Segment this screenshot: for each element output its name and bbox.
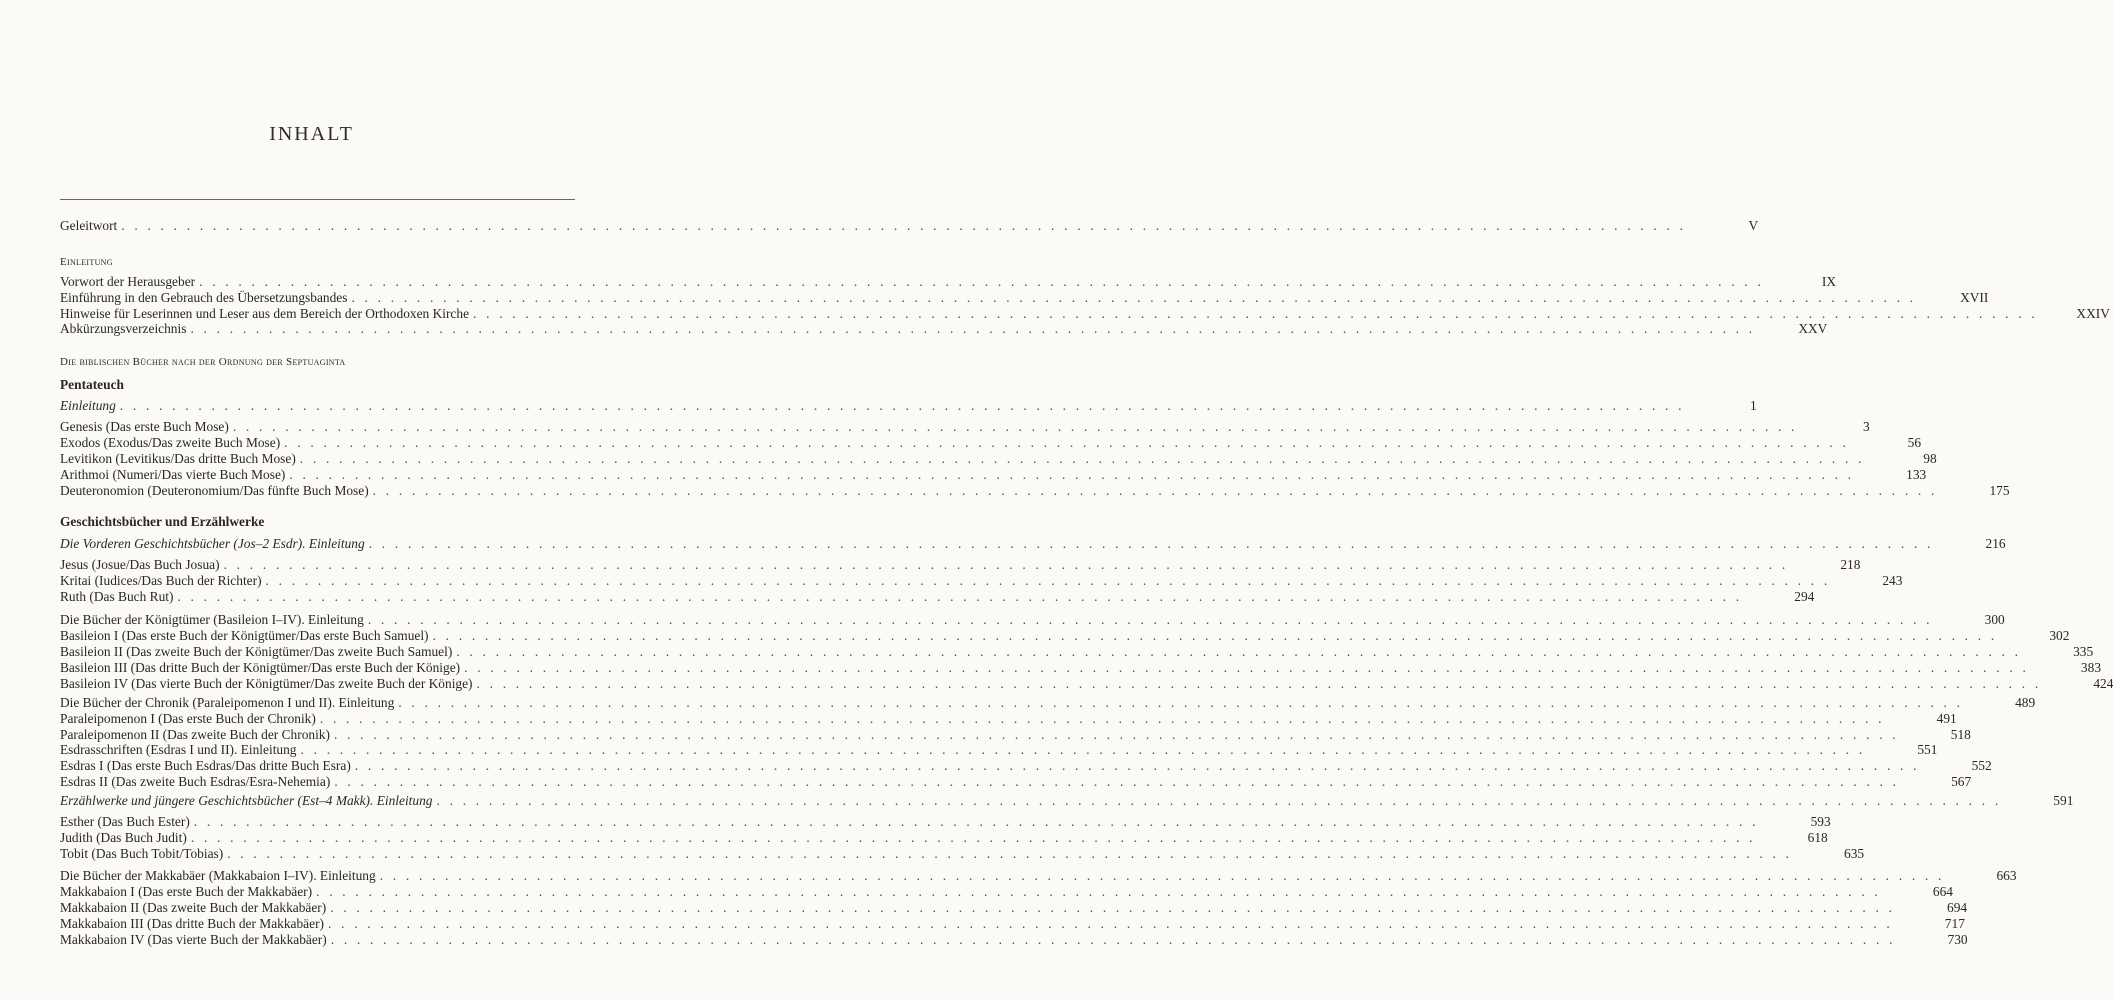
- entry-title: Genesis (Das erste Buch Mose): [60, 419, 229, 434]
- entry-page: 56: [1907, 435, 1922, 450]
- entry-page: 302: [2049, 628, 2070, 643]
- entry-title: Makkabaion IV (Das vierte Buch der Makkabäer): [60, 932, 327, 947]
- dot-leader: . . . . . . . . . . . . . . . . . . . . . . . . . . . . . . . . . . . . . . . . . . . . . . . . . . . . . . . . . . . . . . . . . . . . . . . . . . . . . . . . . . . . . . . . . . . . . . . . . . . . . . . . . . . . . . . . . . . . . . . .: [190, 321, 1756, 336]
- toc-entry: [60, 557, 1861, 573]
- entry-title: Basileion III (Das dritte Buch der Königtümer/Das erste Buch der Könige): [60, 660, 461, 675]
- dot-leader: . . . . . . . . . . . . . . . . . . . . . . . . . . . . . . . . . . . . . . . . . . . . . . . . . . . . . . . . . . . . . . . . . . . . . . . . . . . . . . . . . . . . . . . . . . . . . . . . . . . . . . . . . . . . . . . . . . . . . . . .: [473, 306, 2038, 321]
- entry-title: Einführung in den Gebrauch des Übersetzungsbandes: [60, 290, 348, 305]
- entry-page: V: [1748, 218, 1759, 233]
- entry-title: Arithmoi (Numeri/Das vierte Buch Mose): [60, 467, 286, 482]
- page-title: INHALT: [269, 123, 354, 145]
- entry-page: 133: [1906, 467, 1927, 482]
- toc-entry: [60, 290, 1989, 306]
- toc-entry: [60, 573, 1903, 589]
- toc-entry: [60, 830, 1828, 846]
- entry-page: 294: [1794, 589, 1815, 604]
- dot-leader: . . . . . . . . . . . . . . . . . . . . . . . . . . . . . . . . . . . . . . . . . . . . . . . . . . . . . . . . . . . . . . . . . . . . . . . . . . . . . . . . . . . . . . . . . . . . . . . . . . . . . . . . . . . . . . . . . . . . . . . .: [121, 218, 1687, 233]
- toc-entry: [60, 884, 1953, 900]
- toc-entry: [60, 536, 2006, 552]
- entry-page: 552: [1971, 758, 1992, 773]
- entry-title: Basileion II (Das zweite Buch der Königtümer/Das zweite Buch Samuel): [60, 644, 453, 659]
- dot-leader: . . . . . . . . . . . . . . . . . . . . . . . . . . . . . . . . . . . . . . . . . . . . . . . . . . . . . . . . . . . . . . . . . . . . . . . . . . . . . . . . . . . . . . . . . . . . . . . . . . . . . . . . . . . . . . . . . . . . . . . .: [398, 695, 1964, 710]
- section-heading-septuaginta: Die biblischen Bücher nach der Ordnung der Septuaginta: [60, 356, 346, 368]
- entry-title: Levitikon (Levitikus/Das dritte Buch Mose): [60, 451, 296, 466]
- entry-title: Esther (Das Buch Ester): [60, 814, 190, 829]
- entry-page: XXIV: [2076, 306, 2110, 321]
- entry-title: Deuteronomion (Deuteronomium/Das fünfte Buch Mose): [60, 483, 369, 498]
- entry-title: Abkürzungsverzeichnis: [60, 321, 187, 336]
- dot-leader: . . . . . . . . . . . . . . . . . . . . . . . . . . . . . . . . . . . . . . . . . . . . . . . . . . . . . . . . . . . . . . . . . . . . . . . . . . . . . . . . . . . . . . . . . . . . . . . . . . . . . . . . . . . . . . . . . . . . . . . .: [232, 419, 1798, 434]
- entry-title: Hinweise für Leserinnen und Leser aus dem Bereich der Orthodoxen Kirche: [60, 306, 470, 321]
- entry-title: Die Vorderen Geschichtsbücher (Jos–2 Esdr). Einleitung: [60, 536, 365, 551]
- dot-leader: . . . . . . . . . . . . . . . . . . . . . . . . . . . . . . . . . . . . . . . . . . . . . . . . . . . . . . . . . . . . . . . . . . . . . . . . . . . . . . . . . . . . . . . . . . . . . . . . . . . . . . . . . . . . . . . . . . . . . . . .: [372, 483, 1938, 498]
- toc-entry: [60, 467, 1927, 483]
- dot-leader: . . . . . . . . . . . . . . . . . . . . . . . . . . . . . . . . . . . . . . . . . . . . . . . . . . . . . . . . . . . . . . . . . . . . . . . . . . . . . . . . . . . . . . . . . . . . . . . . . . . . . . . . . . . . . . . . . . . . . . . .: [476, 676, 2042, 691]
- dot-leader: . . . . . . . . . . . . . . . . . . . . . . . . . . . . . . . . . . . . . . . . . . . . . . . . . . . . . . . . . . . . . . . . . . . . . . . . . . . . . . . . . . . . . . . . . . . . . . . . . . . . . . . . . . . . . . . . . . . . . . . .: [190, 830, 1756, 845]
- entry-title: Makkabaion I (Das erste Buch der Makkabäer): [60, 884, 313, 899]
- entry-title: Geleitwort: [60, 218, 118, 233]
- entry-page: 518: [1950, 727, 1971, 742]
- entry-title: Makkabaion III (Das dritte Buch der Makkabäer): [60, 916, 324, 931]
- entry-page: 489: [2015, 695, 2036, 710]
- entry-page: 664: [1932, 884, 1953, 899]
- dot-leader: . . . . . . . . . . . . . . . . . . . . . . . . . . . . . . . . . . . . . . . . . . . . . . . . . . . . . . . . . . . . . . . . . . . . . . . . . . . . . . . . . . . . . . . . . . . . . . . . . . . . . . . . . . . . . . . . . . . . . . . .: [177, 589, 1743, 604]
- group-heading-geschichte: Geschichtsbücher und Erzählwerke: [60, 514, 265, 529]
- toc-entry: [60, 419, 1870, 435]
- entry-page: 424: [2093, 676, 2113, 691]
- entry-page: IX: [1821, 274, 1836, 289]
- entry-title: Judith (Das Buch Judit): [60, 830, 187, 845]
- toc-entry: [60, 660, 2102, 676]
- entry-page: 618: [1807, 830, 1828, 845]
- toc-entry: [60, 814, 1831, 830]
- toc-entry: [60, 589, 1815, 605]
- dot-leader: . . . . . . . . . . . . . . . . . . . . . . . . . . . . . . . . . . . . . . . . . . . . . . . . . . . . . . . . . . . . . . . . . . . . . . . . . . . . . . . . . . . . . . . . . . . . . . . . . . . . . . . . . . . . . . . . . . . . . . . .: [379, 868, 1945, 883]
- entry-page: 218: [1840, 557, 1861, 572]
- entry-page: 491: [1936, 711, 1957, 726]
- toc-entry: [60, 612, 2005, 628]
- dot-leader: . . . . . . . . . . . . . . . . . . . . . . . . . . . . . . . . . . . . . . . . . . . . . . . . . . . . . . . . . . . . . . . . . . . . . . . . . . . . . . . . . . . . . . . . . . . . . . . . . . . . . . . . . . . . . . . . . . . . . . . .: [223, 557, 1789, 572]
- entry-title: Die Bücher der Königtümer (Basileion I–IV). Einleitung: [60, 612, 364, 627]
- toc-entry: [60, 868, 2017, 884]
- toc-entry: [60, 483, 2010, 499]
- toc-entry: [60, 932, 1968, 948]
- dot-leader: . . . . . . . . . . . . . . . . . . . . . . . . . . . . . . . . . . . . . . . . . . . . . . . . . . . . . . . . . . . . . . . . . . . . . . . . . . . . . . . . . . . . . . . . . . . . . . . . . . . . . . . . . . . . . . . . . . . . . . . .: [432, 628, 1998, 643]
- toc-entry: [60, 398, 1757, 414]
- dot-leader: . . . . . . . . . . . . . . . . . . . . . . . . . . . . . . . . . . . . . . . . . . . . . . . . . . . . . . . . . . . . . . . . . . . . . . . . . . . . . . . . . . . . . . . . . . . . . . . . . . . . . . . . . . . . . . . . . . . . . . . .: [119, 398, 1685, 413]
- entry-title: Jesus (Josue/Das Buch Josua): [60, 557, 220, 572]
- dot-leader: . . . . . . . . . . . . . . . . . . . . . . . . . . . . . . . . . . . . . . . . . . . . . . . . . . . . . . . . . . . . . . . . . . . . . . . . . . . . . . . . . . . . . . . . . . . . . . . . . . . . . . . . . . . . . . . . . . . . . . . .: [351, 290, 1917, 305]
- entry-page: 300: [1984, 612, 2005, 627]
- dot-leader: . . . . . . . . . . . . . . . . . . . . . . . . . . . . . . . . . . . . . . . . . . . . . . . . . . . . . . . . . . . . . . . . . . . . . . . . . . . . . . . . . . . . . . . . . . . . . . . . . . . . . . . . . . . . . . . . . . . . . . . .: [456, 644, 2022, 659]
- dot-leader: . . . . . . . . . . . . . . . . . . . . . . . . . . . . . . . . . . . . . . . . . . . . . . . . . . . . . . . . . . . . . . . . . . . . . . . . . . . . . . . . . . . . . . . . . . . . . . . . . . . . . . . . . . . . . . . . . . . . . . . .: [354, 758, 1920, 773]
- entry-page: 551: [1917, 742, 1938, 757]
- entry-page: 717: [1944, 916, 1965, 931]
- toc-entry: [60, 695, 2036, 711]
- entry-title: Basileion IV (Das vierte Buch der Königtümer/Das zweite Buch der Könige): [60, 676, 473, 691]
- entry-title: Einleitung: [60, 398, 116, 413]
- toc-entry: [60, 306, 2110, 322]
- dot-leader: . . . . . . . . . . . . . . . . . . . . . . . . . . . . . . . . . . . . . . . . . . . . . . . . . . . . . . . . . . . . . . . . . . . . . . . . . . . . . . . . . . . . . . . . . . . . . . . . . . . . . . . . . . . . . . . . . . . . . . . .: [464, 660, 2030, 675]
- entry-page: 567: [1951, 774, 1972, 789]
- dot-leader: . . . . . . . . . . . . . . . . . . . . . . . . . . . . . . . . . . . . . . . . . . . . . . . . . . . . . . . . . . . . . . . . . . . . . . . . . . . . . . . . . . . . . . . . . . . . . . . . . . . . . . . . . . . . . . . . . . . . . . . .: [299, 451, 1865, 466]
- entry-title: Kritai (Iudices/Das Buch der Richter): [60, 573, 262, 588]
- entry-title: Die Bücher der Makkabäer (Makkabaion I–IV). Einleitung: [60, 868, 376, 883]
- toc-entry: [60, 758, 1992, 774]
- entry-page: 694: [1947, 900, 1968, 915]
- entry-page: 593: [1810, 814, 1831, 829]
- dot-leader: . . . . . . . . . . . . . . . . . . . . . . . . . . . . . . . . . . . . . . . . . . . . . . . . . . . . . . . . . . . . . . . . . . . . . . . . . . . . . . . . . . . . . . . . . . . . . . . . . . . . . . . . . . . . . . . . . . . . . . . .: [368, 536, 1934, 551]
- dot-leader: . . . . . . . . . . . . . . . . . . . . . . . . . . . . . . . . . . . . . . . . . . . . . . . . . . . . . . . . . . . . . . . . . . . . . . . . . . . . . . . . . . . . . . . . . . . . . . . . . . . . . . . . . . . . . . . . . . . . . . . .: [300, 742, 1866, 757]
- dot-leader: . . . . . . . . . . . . . . . . . . . . . . . . . . . . . . . . . . . . . . . . . . . . . . . . . . . . . . . . . . . . . . . . . . . . . . . . . . . . . . . . . . . . . . . . . . . . . . . . . . . . . . . . . . . . . . . . . . . . . . . .: [330, 900, 1896, 915]
- toc-entry: [60, 676, 2113, 692]
- entry-page: 383: [2080, 660, 2102, 675]
- title-rule: [60, 199, 575, 200]
- entry-title: Tobit (Das Buch Tobit/Tobias): [60, 846, 224, 861]
- toc-entry: [60, 451, 1937, 467]
- dot-leader: . . . . . . . . . . . . . . . . . . . . . . . . . . . . . . . . . . . . . . . . . . . . . . . . . . . . . . . . . . . . . . . . . . . . . . . . . . . . . . . . . . . . . . . . . . . . . . . . . . . . . . . . . . . . . . . . . . . . . . . .: [330, 932, 1896, 947]
- toc-entry: [60, 900, 1968, 916]
- entry-page: 175: [1989, 483, 2010, 498]
- dot-leader: . . . . . . . . . . . . . . . . . . . . . . . . . . . . . . . . . . . . . . . . . . . . . . . . . . . . . . . . . . . . . . . . . . . . . . . . . . . . . . . . . . . . . . . . . . . . . . . . . . . . . . . . . . . . . . . . . . . . . . . .: [319, 711, 1885, 726]
- entry-page: 243: [1882, 573, 1903, 588]
- entry-title: Die Bücher der Chronik (Paraleipomenon I und II). Einleitung: [60, 695, 395, 710]
- entry-title: Esdrasschriften (Esdras I und II). Einleitung: [60, 742, 297, 757]
- entry-title: Paraleipomenon I (Das erste Buch der Chronik): [60, 711, 316, 726]
- toc-entry: [60, 321, 1828, 337]
- dot-leader: . . . . . . . . . . . . . . . . . . . . . . . . . . . . . . . . . . . . . . . . . . . . . . . . . . . . . . . . . . . . . . . . . . . . . . . . . . . . . . . . . . . . . . . . . . . . . . . . . . . . . . . . . . . . . . . . . . . . . . . .: [334, 774, 1900, 789]
- entry-title: Paraleipomenon II (Das zweite Buch der Chronik): [60, 727, 330, 742]
- dot-leader: . . . . . . . . . . . . . . . . . . . . . . . . . . . . . . . . . . . . . . . . . . . . . . . . . . . . . . . . . . . . . . . . . . . . . . . . . . . . . . . . . . . . . . . . . . . . . . . . . . . . . . . . . . . . . . . . . . . . . . . .: [328, 916, 1893, 931]
- entry-title: Erzählwerke und jüngere Geschichtsbücher (Est–4 Makk). Einleitung: [60, 793, 433, 808]
- entry-page: 591: [2053, 793, 2074, 808]
- toc-entry: [60, 218, 1759, 234]
- dot-leader: . . . . . . . . . . . . . . . . . . . . . . . . . . . . . . . . . . . . . . . . . . . . . . . . . . . . . . . . . . . . . . . . . . . . . . . . . . . . . . . . . . . . . . . . . . . . . . . . . . . . . . . . . . . . . . . . . . . . . . . .: [227, 846, 1793, 861]
- entry-title: Makkabaion II (Das zweite Buch der Makkabäer): [60, 900, 327, 915]
- toc-entry: [60, 628, 2070, 644]
- entry-title: Esdras II (Das zweite Buch Esdras/Esra-Nehemia): [60, 774, 331, 789]
- toc-entry: [60, 644, 2094, 660]
- dot-leader: . . . . . . . . . . . . . . . . . . . . . . . . . . . . . . . . . . . . . . . . . . . . . . . . . . . . . . . . . . . . . . . . . . . . . . . . . . . . . . . . . . . . . . . . . . . . . . . . . . . . . . . . . . . . . . . . . . . . . . . .: [193, 814, 1759, 829]
- entry-page: XXV: [1798, 321, 1828, 336]
- entry-title: Ruth (Das Buch Rut): [60, 589, 174, 604]
- entry-page: 3: [1863, 419, 1870, 434]
- entry-page: 635: [1844, 846, 1865, 861]
- dot-leader: . . . . . . . . . . . . . . . . . . . . . . . . . . . . . . . . . . . . . . . . . . . . . . . . . . . . . . . . . . . . . . . . . . . . . . . . . . . . . . . . . . . . . . . . . . . . . . . . . . . . . . . . . . . . . . . . . . . . . . . .: [199, 274, 1764, 289]
- toc-entry: [60, 711, 1957, 727]
- toc-entry: [60, 846, 1865, 862]
- toc-entry: [60, 916, 1965, 932]
- toc-entry: [60, 435, 1922, 451]
- entry-title: Esdras I (Das erste Buch Esdras/Das dritte Buch Esra): [60, 758, 351, 773]
- entry-page: XVII: [1960, 290, 1989, 305]
- entry-page: 98: [1923, 451, 1937, 466]
- dot-leader: . . . . . . . . . . . . . . . . . . . . . . . . . . . . . . . . . . . . . . . . . . . . . . . . . . . . . . . . . . . . . . . . . . . . . . . . . . . . . . . . . . . . . . . . . . . . . . . . . . . . . . . . . . . . . . . . . . . . . . . .: [316, 884, 1881, 899]
- dot-leader: . . . . . . . . . . . . . . . . . . . . . . . . . . . . . . . . . . . . . . . . . . . . . . . . . . . . . . . . . . . . . . . . . . . . . . . . . . . . . . . . . . . . . . . . . . . . . . . . . . . . . . . . . . . . . . . . . . . . . . . .: [333, 727, 1899, 742]
- entry-title: Basileion I (Das erste Buch der Königtümer/Das erste Buch Samuel): [60, 628, 429, 643]
- entry-page: 335: [2073, 644, 2094, 659]
- entry-page: 663: [1996, 868, 2017, 883]
- dot-leader: . . . . . . . . . . . . . . . . . . . . . . . . . . . . . . . . . . . . . . . . . . . . . . . . . . . . . . . . . . . . . . . . . . . . . . . . . . . . . . . . . . . . . . . . . . . . . . . . . . . . . . . . . . . . . . . . . . . . . . . .: [367, 612, 1933, 627]
- entry-page: 216: [1985, 536, 2006, 551]
- dot-leader: . . . . . . . . . . . . . . . . . . . . . . . . . . . . . . . . . . . . . . . . . . . . . . . . . . . . . . . . . . . . . . . . . . . . . . . . . . . . . . . . . . . . . . . . . . . . . . . . . . . . . . . . . . . . . . . . . . . . . . . .: [436, 793, 2002, 808]
- section-heading-einleitung: Einleitung: [60, 256, 113, 268]
- group-heading-pentateuch: Pentateuch: [60, 377, 124, 392]
- dot-leader: . . . . . . . . . . . . . . . . . . . . . . . . . . . . . . . . . . . . . . . . . . . . . . . . . . . . . . . . . . . . . . . . . . . . . . . . . . . . . . . . . . . . . . . . . . . . . . . . . . . . . . . . . . . . . . . . . . . . . . . .: [289, 467, 1855, 482]
- toc-entry: [60, 727, 1971, 743]
- dot-leader: . . . . . . . . . . . . . . . . . . . . . . . . . . . . . . . . . . . . . . . . . . . . . . . . . . . . . . . . . . . . . . . . . . . . . . . . . . . . . . . . . . . . . . . . . . . . . . . . . . . . . . . . . . . . . . . . . . . . . . . .: [265, 573, 1831, 588]
- toc-entry: [60, 793, 2074, 809]
- entry-page: 730: [1947, 932, 1968, 947]
- entry-page: 1: [1749, 398, 1757, 413]
- entry-title: Exodos (Exodus/Das zweite Buch Mose): [60, 435, 281, 450]
- entry-title: Vorwort der Herausgeber: [60, 274, 196, 289]
- toc-entry: [60, 274, 1836, 290]
- dot-leader: . . . . . . . . . . . . . . . . . . . . . . . . . . . . . . . . . . . . . . . . . . . . . . . . . . . . . . . . . . . . . . . . . . . . . . . . . . . . . . . . . . . . . . . . . . . . . . . . . . . . . . . . . . . . . . . . . . . . . . . .: [284, 435, 1850, 450]
- toc-entry: [60, 774, 1972, 790]
- toc-entry: [60, 742, 1938, 758]
